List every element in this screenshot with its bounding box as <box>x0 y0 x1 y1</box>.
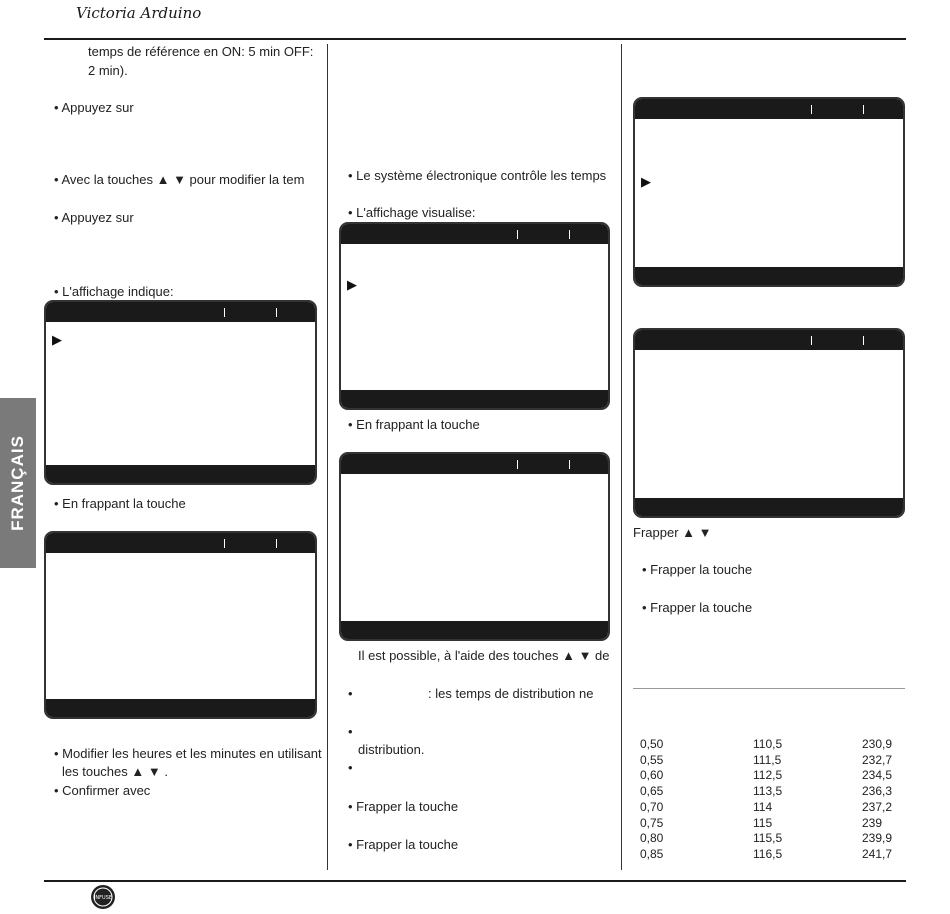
lcd-divider <box>863 105 864 114</box>
lcd-display-1 <box>44 300 317 485</box>
possible-text: Il est possible, à l'aide des touches ▲ ▼ de <box>358 648 610 663</box>
press-key-instruction: • En frappant la touche <box>54 496 186 511</box>
table-row <box>640 785 910 797</box>
table-rule <box>633 688 905 689</box>
lcd-divider <box>811 105 812 114</box>
lcd-divider <box>276 539 277 548</box>
table-row <box>640 738 910 750</box>
table-cell: 0,80 <box>640 831 664 846</box>
table-cell: 0,85 <box>640 846 664 861</box>
table-cell: 237,2 <box>862 799 893 814</box>
ref-time-line1: temps de référence en ON: 5 min OFF: <box>88 44 314 59</box>
modify-time-line2: les touches ▲ ▼ . <box>62 764 168 779</box>
lcd-display-5 <box>633 97 905 287</box>
lcd-top-bar <box>46 533 315 553</box>
footer-rule <box>44 880 906 882</box>
lcd-top-bar <box>635 330 903 350</box>
hit-key-1: • Frapper la touche <box>348 799 459 814</box>
column-divider-2 <box>621 44 622 870</box>
lcd-divider <box>811 336 812 345</box>
hit-key-4: • Frapper la touche <box>642 600 753 615</box>
brand-logo: Victoria Arduino <box>76 4 202 22</box>
bullet-a-mark: • <box>348 686 353 701</box>
table-cell: 232,7 <box>862 752 893 767</box>
header-rule <box>44 38 906 40</box>
confirm-instruction: • Confirmer avec <box>54 783 151 798</box>
lcd-divider <box>224 539 225 548</box>
table-cell: 116,5 <box>753 846 783 861</box>
table-cell: 115 <box>753 815 773 830</box>
modify-time-line1: • Modifier les heures et les minutes en utilisant <box>54 746 322 761</box>
table-row <box>640 817 910 829</box>
lcd-display-2 <box>44 531 317 719</box>
table-cell: 0,70 <box>640 799 664 814</box>
table-row <box>640 848 910 860</box>
lcd-divider <box>276 308 277 317</box>
lcd-display-4 <box>339 452 610 641</box>
table-cell: 113,5 <box>753 784 783 799</box>
display-indicates: • L'affichage indique: <box>54 284 174 299</box>
lcd-divider <box>863 336 864 345</box>
table-cell: 110,5 <box>753 737 783 751</box>
table-cell: 230,9 <box>862 737 893 751</box>
footer-seal-icon <box>90 884 116 910</box>
system-controls: • Le système électronique contrôle les temps <box>348 168 607 183</box>
lcd-divider <box>517 230 518 239</box>
bullet-b-mark: • <box>348 724 353 739</box>
lcd-bottom-bar <box>635 498 903 516</box>
distribution-text: distribution. <box>358 742 425 757</box>
table-cell: 115,5 <box>753 831 783 846</box>
column-divider-1 <box>327 44 328 870</box>
selection-arrow-icon: ▶ <box>641 174 651 189</box>
table-row <box>640 769 910 781</box>
lcd-bottom-bar <box>635 267 903 285</box>
table-cell: 236,3 <box>862 784 893 799</box>
lcd-display-6 <box>633 328 905 518</box>
frapper-arrows: Frapper ▲ ▼ <box>633 525 712 540</box>
bullet-a-text: : les temps de distribution ne <box>428 686 594 701</box>
lcd-bottom-bar <box>46 465 315 483</box>
table-cell: 0,65 <box>640 784 664 799</box>
language-label: FRANÇAIS <box>8 435 27 531</box>
table-cell: 239,9 <box>862 831 893 846</box>
display-shows: • L'affichage visualise: <box>348 205 476 220</box>
table-row <box>640 754 910 766</box>
keys-instruction: • Avec la touches ▲ ▼ pour modifier la tem <box>54 172 305 187</box>
lcd-bottom-bar <box>46 699 315 717</box>
lcd-top-bar <box>341 224 608 244</box>
table-cell: 114 <box>753 799 773 814</box>
table-row <box>640 801 910 813</box>
table-row <box>640 832 910 844</box>
seal-text: INFUSE <box>93 895 113 901</box>
table-cell: 0,75 <box>640 815 664 830</box>
lcd-divider <box>569 230 570 239</box>
selection-arrow-icon: ▶ <box>347 277 357 292</box>
lcd-top-bar <box>341 454 608 474</box>
press-instruction-1: • Appuyez sur <box>54 100 134 115</box>
lcd-top-bar <box>46 302 315 322</box>
press-key-instruction-2: • En frappant la touche <box>348 417 480 432</box>
table-cell: 0,50 <box>640 737 664 751</box>
table-cell: 112,5 <box>753 768 783 783</box>
lcd-bottom-bar <box>341 621 608 639</box>
bullet-c-mark: • <box>348 760 353 775</box>
table-cell: 234,5 <box>862 768 893 783</box>
lcd-top-bar <box>635 99 903 119</box>
language-tab <box>0 398 36 568</box>
lcd-divider <box>517 460 518 469</box>
ref-time-line2: 2 min). <box>88 63 128 78</box>
press-instruction-2: • Appuyez sur <box>54 210 134 225</box>
table-cell: 239 <box>862 815 883 830</box>
table-cell: 111,5 <box>753 752 782 767</box>
selection-arrow-icon: ▶ <box>52 332 62 347</box>
hit-key-2: • Frapper la touche <box>348 837 459 852</box>
table-cell: 0,60 <box>640 768 664 783</box>
lcd-display-3 <box>339 222 610 410</box>
hit-key-3: • Frapper la touche <box>642 562 753 577</box>
lcd-divider <box>569 460 570 469</box>
lcd-divider <box>224 308 225 317</box>
lcd-bottom-bar <box>341 390 608 408</box>
table-cell: 241,7 <box>862 846 893 861</box>
table-cell: 0,55 <box>640 752 664 767</box>
